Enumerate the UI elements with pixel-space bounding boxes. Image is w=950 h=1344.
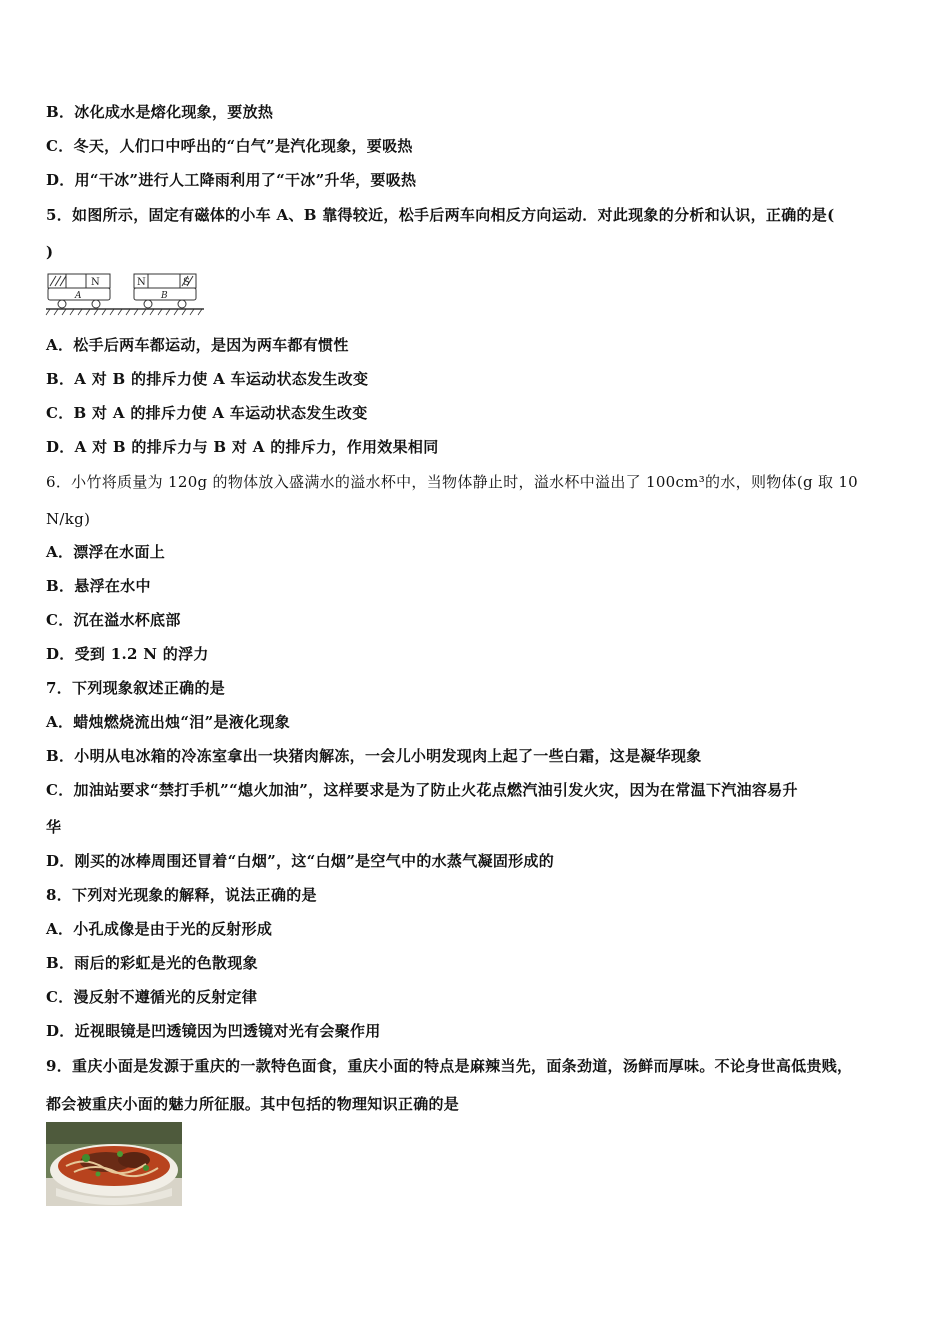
option-4b: B．冰化成水是熔化现象，要放热 [46, 103, 274, 121]
noodle-bowl-photo [46, 1122, 182, 1206]
option-5c: C．B 对 A 的排斥力使 A 车运动状态发生改变 [46, 404, 368, 422]
option-8a: A．小孔成像是由于光的反射形成 [46, 920, 273, 938]
cart-a-wheel [92, 300, 100, 308]
option-6d: D．受到 1.2 N 的浮力 [46, 645, 209, 663]
question-9-cont: 都会被重庆小面的魅力所征服。其中包括的物理知识正确的是 [46, 1095, 460, 1113]
question-5-cont: ) [46, 243, 54, 261]
question-5: 5．如图所示，固定有磁体的小车 A、B 靠得较近，松手后两车向相反方向运动．对此现象的分析和认识，正确的是( [46, 206, 835, 224]
option-6c: C．沉在溢水杯底部 [46, 611, 181, 629]
question-8: 8．下列对光现象的解释，说法正确的是 [46, 886, 317, 904]
cart-a-label: A [75, 291, 82, 301]
cart-b-pole-s: S [183, 277, 190, 288]
option-8b: B．雨后的彩虹是光的色散现象 [46, 954, 258, 972]
cart-b-wheel [178, 300, 186, 308]
option-7c-cont: 华 [46, 818, 62, 836]
option-6a: A．漂浮在水面上 [46, 543, 166, 561]
cart-a-wheel [58, 300, 66, 308]
option-6b: B．悬浮在水中 [46, 577, 151, 595]
option-7b: B．小明从电冰箱的冷冻室拿出一块猪肉解冻，一会儿小明发现肉上起了一些白霜，这是凝华现象 [46, 747, 702, 765]
cart-b-pole-n: N [137, 277, 146, 288]
option-5b: B．A 对 B 的排斥力使 A 车运动状态发生改变 [46, 370, 369, 388]
cart-a-magnet [48, 274, 110, 288]
option-7a: A．蜡烛燃烧流出烛“泪”是液化现象 [46, 713, 290, 731]
magnet-carts-figure [44, 270, 206, 320]
cart-b-wheel [144, 300, 152, 308]
option-7c: C．加油站要求“禁打手机”“熄火加油”，这样要求是为了防止火花点燃汽油引发火灾，因为在常温下汽油容易升 [46, 781, 798, 799]
option-7d: D．刚买的冰棒周围还冒着“白烟”，这“白烟”是空气中的水蒸气凝固形成的 [46, 852, 555, 870]
option-4c: C．冬天，人们口中呼出的“白气”是汽化现象，要吸热 [46, 137, 413, 155]
option-4d: D．用“干冰”进行人工降雨利用了“干冰”升华，要吸热 [46, 171, 417, 189]
cart-a-pole-n: N [91, 277, 100, 288]
question-6-cont: N/kg) [46, 510, 91, 528]
question-9: 9．重庆小面是发源于重庆的一款特色面食，重庆小面的特点是麻辣当先，面条劲道，汤鲜而厚味。不论身世高低贵贱， [46, 1057, 853, 1075]
cart-b-label: B [161, 291, 168, 301]
option-8d: D．近视眼镜是凹透镜因为凹透镜对光有会聚作用 [46, 1022, 381, 1040]
option-8c: C．漫反射不遵循光的反射定律 [46, 988, 258, 1006]
question-7: 7．下列现象叙述正确的是 [46, 679, 226, 697]
option-5a: A．松手后两车都运动，是因为两车都有惯性 [46, 336, 349, 354]
option-5d: D．A 对 B 的排斥力与 B 对 A 的排斥力，作用效果相同 [46, 438, 439, 456]
question-6: 6．小竹将质量为 120g 的物体放入盛满水的溢水杯中，当物体静止时，溢水杯中溢出了 100cm³的水，则物体(g 取 10 [46, 473, 859, 491]
